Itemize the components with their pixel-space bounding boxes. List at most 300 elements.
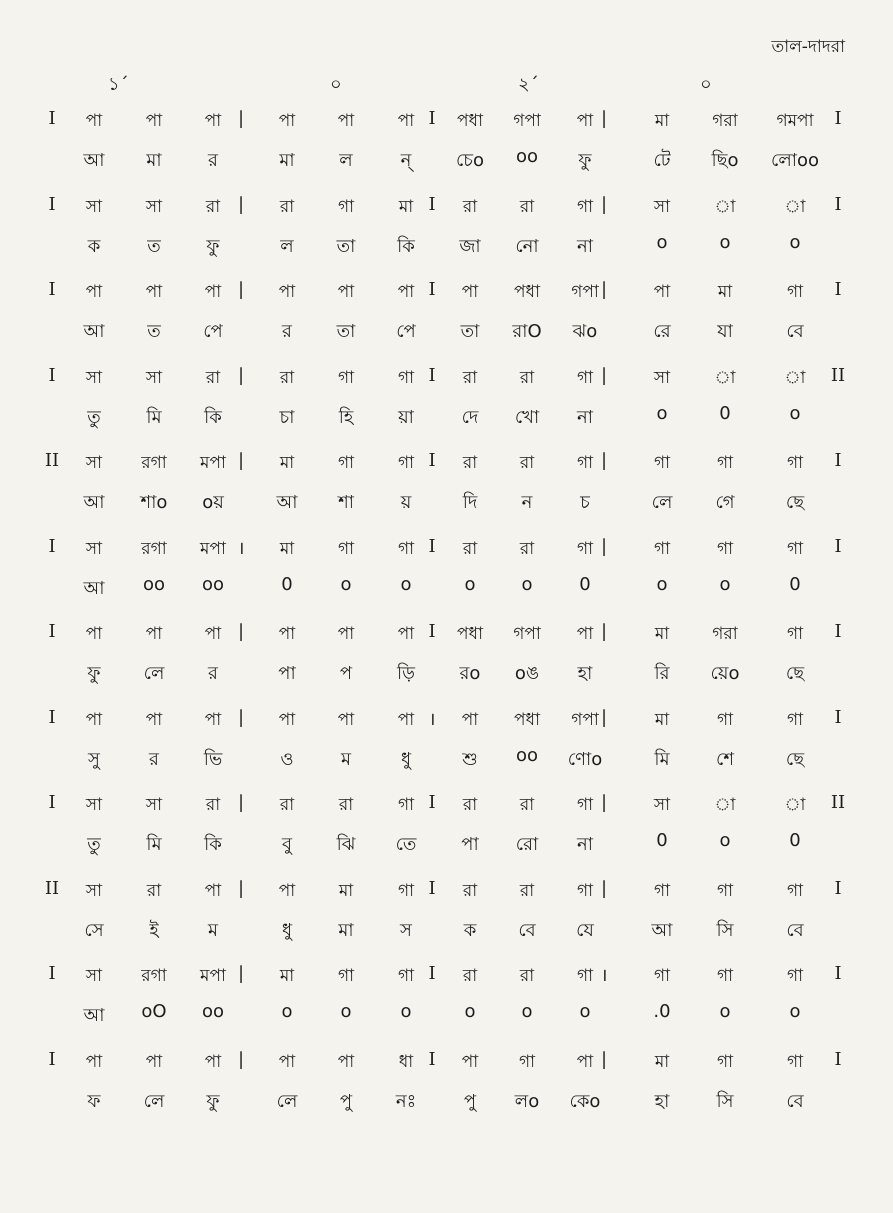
bar-line: । bbox=[428, 708, 436, 730]
lyric-syllable: র bbox=[149, 748, 159, 770]
lyric-syllable: o bbox=[656, 573, 668, 595]
bar-line-start: I bbox=[48, 621, 56, 642]
swara: গা bbox=[576, 196, 594, 217]
swara: রা bbox=[205, 196, 221, 217]
swara: মা bbox=[279, 453, 295, 473]
lyric-syllable: oo bbox=[142, 573, 166, 595]
bar-line: I bbox=[428, 364, 436, 386]
bar-line: | bbox=[237, 621, 245, 642]
lyric-syllable: ক bbox=[87, 235, 101, 257]
lyric-syllable: ফু bbox=[87, 663, 101, 684]
lyric-row bbox=[0, 488, 893, 522]
lyric-row bbox=[0, 1087, 893, 1121]
lyric-syllable: র bbox=[282, 321, 292, 342]
swara: গরা bbox=[712, 111, 738, 131]
swara: গা bbox=[397, 795, 415, 815]
lyric-row bbox=[0, 403, 893, 437]
lyric-syllable: ছে bbox=[785, 663, 805, 684]
lyric-syllable: মি bbox=[146, 834, 162, 855]
swara: গা bbox=[397, 367, 415, 388]
swara: রা bbox=[462, 795, 478, 815]
swara: পা bbox=[397, 709, 415, 730]
swara-row bbox=[0, 1049, 893, 1083]
lyric-syllable: ছে bbox=[785, 492, 805, 513]
bar-line-end: I bbox=[834, 193, 842, 215]
swara: রা bbox=[462, 367, 478, 388]
swara: গা bbox=[786, 624, 804, 644]
lyric-syllable: না bbox=[577, 406, 593, 428]
notation-line bbox=[0, 707, 893, 793]
taal-label: তাল-দাদরা bbox=[771, 37, 845, 57]
swara: গা bbox=[337, 453, 355, 473]
swara: গপা bbox=[513, 624, 541, 644]
bar-line-end: I bbox=[834, 706, 842, 728]
swara: সা bbox=[85, 196, 103, 217]
swara: গা bbox=[337, 196, 355, 217]
bar-line: I bbox=[428, 279, 436, 300]
swara: মপা bbox=[200, 966, 226, 986]
swara: া bbox=[714, 196, 736, 217]
lyric-syllable: তা bbox=[336, 235, 356, 257]
lyric-syllable: কি bbox=[204, 834, 222, 855]
swara: রা bbox=[462, 538, 478, 559]
swara: পধা bbox=[457, 624, 483, 644]
lyric-syllable: কি bbox=[397, 235, 415, 257]
swara: া bbox=[714, 367, 736, 388]
lyric-syllable: oo bbox=[201, 1001, 225, 1022]
bar-line-start: I bbox=[48, 108, 56, 129]
swara: পা bbox=[145, 624, 163, 644]
bar-line: | bbox=[237, 193, 245, 215]
swara-row bbox=[0, 878, 893, 912]
notation-line bbox=[0, 365, 893, 451]
bar-line: | bbox=[237, 450, 245, 471]
lyric-syllable: o bbox=[400, 1001, 412, 1022]
swara: পা bbox=[337, 111, 355, 131]
swara: গা bbox=[337, 966, 355, 986]
lyric-syllable: র bbox=[208, 663, 218, 684]
swara: সা bbox=[85, 453, 103, 473]
lyric-syllable: যা bbox=[717, 321, 733, 342]
swara: পা bbox=[653, 282, 671, 302]
lyric-syllable: o bbox=[719, 573, 731, 595]
swara: রা bbox=[519, 196, 535, 217]
bar-line: | bbox=[600, 193, 608, 215]
swara: পা bbox=[397, 624, 415, 644]
lyric-syllable: কেo bbox=[569, 1090, 601, 1112]
beat-mark: ১´ bbox=[108, 74, 129, 95]
swara: রা bbox=[462, 880, 478, 901]
bar-line-end: I bbox=[834, 450, 842, 471]
lyric-syllable: লে bbox=[651, 492, 673, 513]
swara: সা bbox=[653, 367, 671, 388]
swara: গপা bbox=[571, 282, 599, 302]
lyric-syllable: কি bbox=[204, 406, 222, 428]
swara: পা bbox=[576, 111, 594, 131]
swara: গা bbox=[397, 453, 415, 473]
swara: সা bbox=[85, 367, 103, 388]
swara: পা bbox=[204, 111, 222, 131]
swara: গা bbox=[786, 1051, 804, 1072]
swara-row bbox=[0, 792, 893, 826]
swara: রা bbox=[519, 453, 535, 473]
bar-line: | bbox=[237, 706, 245, 728]
bar-line-end: I bbox=[834, 279, 842, 300]
swara: মপা bbox=[200, 538, 226, 559]
swara-row bbox=[0, 621, 893, 655]
swara: পা bbox=[145, 282, 163, 302]
lyric-syllable: শে bbox=[716, 748, 734, 770]
lyric-syllable: হি bbox=[338, 406, 354, 428]
lyric-syllable: ন্ bbox=[400, 150, 412, 171]
swara: পা bbox=[204, 709, 222, 730]
bar-line: | bbox=[600, 792, 608, 813]
swara: রা bbox=[519, 367, 535, 388]
lyric-syllable: রে bbox=[653, 321, 671, 342]
notation-line bbox=[0, 108, 893, 194]
lyric-syllable: o bbox=[340, 1001, 352, 1022]
swara: মা bbox=[398, 196, 414, 217]
lyric-row bbox=[0, 232, 893, 266]
bar-line: I bbox=[428, 108, 436, 129]
lyric-syllable: লে bbox=[143, 1090, 165, 1112]
lyric-syllable: o bbox=[719, 231, 731, 253]
swara-row bbox=[0, 963, 893, 997]
lyric-syllable: oo bbox=[515, 744, 539, 766]
lyric-syllable: 0 bbox=[579, 573, 591, 595]
swara: পা bbox=[278, 624, 296, 644]
swara-row bbox=[0, 194, 893, 228]
swara: সা bbox=[653, 196, 671, 217]
lyric-syllable: রো bbox=[515, 834, 539, 855]
lyric-row bbox=[0, 830, 893, 864]
swara: রা bbox=[519, 880, 535, 901]
swara: গা bbox=[786, 880, 804, 901]
swara: গপা bbox=[571, 709, 599, 730]
lyric-row bbox=[0, 574, 893, 608]
lyric-syllable: ফু bbox=[206, 1090, 220, 1112]
lyric-syllable: oo bbox=[515, 146, 539, 167]
lyric-syllable: ফু bbox=[206, 235, 220, 257]
lyric-syllable: য়া bbox=[398, 406, 414, 428]
swara: রা bbox=[519, 966, 535, 986]
lyric-syllable: জা bbox=[459, 235, 481, 257]
lyric-syllable: র bbox=[208, 150, 218, 171]
beat-mark: ০ bbox=[330, 74, 342, 95]
bar-line: I bbox=[428, 535, 436, 557]
swara: গা bbox=[576, 538, 594, 559]
swara: সা bbox=[85, 538, 103, 559]
bar-line-start: II bbox=[44, 450, 60, 471]
lyric-syllable: দে bbox=[461, 406, 479, 428]
swara: মা bbox=[279, 538, 295, 559]
swara: গা bbox=[786, 709, 804, 730]
swara-row bbox=[0, 279, 893, 313]
swara-row bbox=[0, 450, 893, 484]
bar-line: । bbox=[600, 965, 608, 986]
lyric-syllable: o bbox=[464, 573, 476, 595]
lyric-syllable: ফ bbox=[87, 1090, 101, 1112]
bar-line: | bbox=[600, 108, 608, 129]
swara: গা bbox=[786, 538, 804, 559]
lyric-syllable: তা bbox=[336, 321, 356, 342]
swara: রগা bbox=[141, 966, 167, 986]
swara: সা bbox=[653, 795, 671, 815]
lyric-syllable: o bbox=[656, 402, 668, 424]
lyric-syllable: ঝo bbox=[572, 321, 598, 342]
lyric-syllable: পে bbox=[203, 321, 223, 342]
lyric-syllable: oয় bbox=[202, 492, 224, 513]
bar-line: | bbox=[600, 877, 608, 899]
lyric-syllable: লোoo bbox=[771, 150, 819, 171]
swara: গা bbox=[397, 966, 415, 986]
lyric-row bbox=[0, 317, 893, 351]
lyric-syllable: বে bbox=[786, 321, 804, 342]
notation-line bbox=[0, 621, 893, 707]
lyric-syllable: oঙ bbox=[514, 663, 540, 684]
swara: রা bbox=[279, 196, 295, 217]
lyric-syllable: স bbox=[400, 919, 412, 941]
swara: রগা bbox=[141, 538, 167, 559]
bar-line-end: I bbox=[834, 1048, 842, 1070]
bar-line: I bbox=[428, 963, 436, 984]
bar-line-start: I bbox=[48, 963, 56, 984]
lyric-syllable: আ bbox=[276, 492, 298, 513]
lyric-syllable: গে bbox=[715, 492, 735, 513]
bar-line: | bbox=[237, 364, 245, 386]
lyric-syllable: ঝি bbox=[336, 834, 356, 855]
lyric-syllable: য়েo bbox=[710, 663, 740, 684]
swara: সা bbox=[85, 880, 103, 901]
lyric-syllable: রo bbox=[459, 663, 481, 684]
swara: গা bbox=[397, 538, 415, 559]
notation-line bbox=[0, 279, 893, 365]
swara: পা bbox=[278, 880, 296, 901]
swara: পা bbox=[145, 1051, 163, 1072]
swara: া bbox=[784, 367, 806, 388]
swara: গা bbox=[716, 966, 734, 986]
swara: পা bbox=[145, 709, 163, 730]
swara: গা bbox=[576, 880, 594, 901]
swara: পা bbox=[85, 282, 103, 302]
lyric-syllable: o bbox=[579, 1001, 591, 1022]
swara: া bbox=[784, 196, 806, 217]
lyric-syllable: হা bbox=[577, 663, 593, 684]
swara: রা bbox=[462, 453, 478, 473]
lyric-syllable: o bbox=[521, 1001, 533, 1022]
lyric-syllable: o bbox=[719, 830, 731, 851]
lyric-syllable: মা bbox=[338, 919, 354, 941]
lyric-syllable: হা bbox=[654, 1090, 670, 1112]
swara: গরা bbox=[712, 624, 738, 644]
lyric-syllable: 0 bbox=[789, 573, 801, 595]
lyric-syllable: 0 bbox=[656, 830, 668, 851]
swara: পধা bbox=[514, 709, 540, 730]
swara: গা bbox=[518, 1051, 536, 1072]
swara: পা bbox=[204, 880, 222, 901]
bar-line-end: I bbox=[834, 621, 842, 642]
lyric-syllable: বে bbox=[786, 1090, 804, 1112]
bar-line: | bbox=[600, 364, 608, 386]
swara: গা bbox=[397, 880, 415, 901]
swara: ধা bbox=[398, 1051, 414, 1072]
bar-line-end: II bbox=[830, 364, 846, 386]
swara: গমপা bbox=[776, 111, 814, 131]
bar-line: I bbox=[428, 1048, 436, 1070]
swara: রগা bbox=[141, 453, 167, 473]
bar-line: । bbox=[237, 537, 245, 559]
lyric-syllable: ও bbox=[280, 748, 294, 770]
lyric-row bbox=[0, 1001, 893, 1035]
lyric-syllable: ধু bbox=[400, 748, 412, 770]
lyric-syllable: শা bbox=[338, 492, 354, 513]
swara: মা bbox=[717, 282, 733, 302]
swara: গা bbox=[786, 282, 804, 302]
lyric-syllable: ল bbox=[280, 235, 294, 257]
lyric-syllable: বে bbox=[786, 919, 804, 941]
lyric-syllable: আ bbox=[83, 321, 105, 342]
lyric-syllable: নঃ bbox=[395, 1090, 417, 1112]
bar-line: | bbox=[600, 1048, 608, 1070]
lyric-syllable: মি bbox=[146, 406, 162, 428]
lyric-syllable: আ bbox=[83, 492, 105, 513]
lyric-syllable: তে bbox=[395, 834, 417, 855]
bar-line-start: I bbox=[48, 792, 56, 813]
lyric-syllable: পু bbox=[339, 1090, 353, 1112]
swara: গা bbox=[716, 880, 734, 901]
lyric-row bbox=[0, 745, 893, 779]
swara: গপা bbox=[513, 111, 541, 131]
lyric-syllable: য় bbox=[400, 492, 412, 513]
swara: গা bbox=[786, 453, 804, 473]
swara: গা bbox=[653, 453, 671, 473]
bar-line-start: I bbox=[48, 279, 56, 300]
lyric-syllable: 0 bbox=[719, 402, 731, 424]
swara: পা bbox=[397, 282, 415, 302]
swara: সা bbox=[85, 795, 103, 815]
swara: া bbox=[784, 795, 806, 815]
lyric-syllable: তা bbox=[460, 321, 480, 342]
lyric-syllable: o bbox=[789, 402, 801, 424]
lyric-syllable: চা bbox=[279, 406, 295, 428]
bar-line: | bbox=[600, 706, 608, 728]
lyric-syllable: o bbox=[521, 573, 533, 595]
lyric-syllable: মা bbox=[279, 150, 295, 171]
lyric-syllable: চেo bbox=[455, 150, 485, 171]
bar-line: I bbox=[428, 193, 436, 215]
lyric-syllable: ক bbox=[463, 919, 477, 941]
notation-lines bbox=[0, 108, 893, 1134]
lyric-row bbox=[0, 146, 893, 180]
swara: গা bbox=[716, 538, 734, 559]
lyric-syllable: ছিo bbox=[711, 150, 739, 171]
notation-line bbox=[0, 878, 893, 964]
swara: পা bbox=[461, 709, 479, 730]
swara: সা bbox=[145, 367, 163, 388]
swara: রা bbox=[462, 196, 478, 217]
lyric-syllable: শু bbox=[462, 748, 478, 770]
notation-line bbox=[0, 194, 893, 280]
swara: পা bbox=[278, 709, 296, 730]
swara: রা bbox=[279, 795, 295, 815]
lyric-syllable: পু bbox=[463, 1090, 477, 1112]
lyric-syllable: পা bbox=[278, 663, 296, 684]
swara: মা bbox=[338, 880, 354, 901]
bar-line: | bbox=[600, 279, 608, 300]
swara: পা bbox=[204, 282, 222, 302]
bar-line-start: I bbox=[48, 706, 56, 728]
swara: পা bbox=[461, 1051, 479, 1072]
lyric-syllable: লo bbox=[514, 1090, 540, 1112]
bar-line: | bbox=[237, 279, 245, 300]
swara: রা bbox=[519, 795, 535, 815]
swara: পা bbox=[461, 282, 479, 302]
lyric-syllable: ত bbox=[147, 235, 161, 257]
swara: রা bbox=[205, 795, 221, 815]
bar-line-start: I bbox=[48, 364, 56, 386]
lyric-syllable: চ bbox=[580, 492, 590, 513]
swara: পা bbox=[204, 624, 222, 644]
lyric-syllable: সে bbox=[84, 919, 104, 941]
swara: গা bbox=[786, 966, 804, 986]
swara: রা bbox=[279, 367, 295, 388]
swara: পধা bbox=[514, 282, 540, 302]
lyric-syllable: o bbox=[656, 231, 668, 253]
lyric-syllable: o bbox=[789, 231, 801, 253]
lyric-syllable: দি bbox=[462, 492, 478, 513]
lyric-row bbox=[0, 916, 893, 950]
lyric-syllable: o bbox=[719, 1001, 731, 1022]
bar-line: | bbox=[237, 792, 245, 813]
beat-mark: ২´ bbox=[518, 74, 539, 95]
lyric-syllable: o bbox=[340, 573, 352, 595]
lyric-syllable: oo bbox=[201, 573, 225, 595]
lyric-syllable: রাO bbox=[512, 321, 542, 342]
swara: গা bbox=[653, 880, 671, 901]
swara: গা bbox=[576, 966, 594, 986]
swara: মা bbox=[654, 709, 670, 730]
beat-mark: ০ bbox=[700, 74, 712, 95]
lyric-syllable: আ bbox=[651, 919, 673, 941]
lyric-syllable: o bbox=[789, 1001, 801, 1022]
beat-marks bbox=[0, 70, 893, 98]
swara: রা bbox=[519, 538, 535, 559]
lyric-syllable: 0 bbox=[281, 573, 293, 595]
swara: গা bbox=[576, 453, 594, 473]
bar-line: | bbox=[600, 621, 608, 642]
bar-line: I bbox=[428, 450, 436, 471]
swara: সা bbox=[145, 795, 163, 815]
swara: রা bbox=[205, 367, 221, 388]
lyric-syllable: পা bbox=[461, 834, 479, 855]
lyric-syllable: ন bbox=[521, 492, 533, 513]
lyric-syllable: ধু bbox=[281, 919, 293, 941]
lyric-syllable: রি bbox=[654, 663, 670, 684]
lyric-syllable: লে bbox=[276, 1090, 298, 1112]
bar-line-end: I bbox=[834, 108, 842, 129]
bar-line: | bbox=[600, 535, 608, 557]
lyric-syllable: তু bbox=[87, 834, 101, 855]
swara-row bbox=[0, 108, 893, 142]
swara: া bbox=[714, 795, 736, 815]
lyric-syllable: ল bbox=[339, 150, 353, 171]
notation-line bbox=[0, 536, 893, 622]
swara: পা bbox=[85, 709, 103, 730]
swara: পা bbox=[337, 282, 355, 302]
swara: গা bbox=[576, 367, 594, 388]
lyric-syllable: আ bbox=[83, 577, 105, 599]
swara: পা bbox=[204, 1051, 222, 1072]
